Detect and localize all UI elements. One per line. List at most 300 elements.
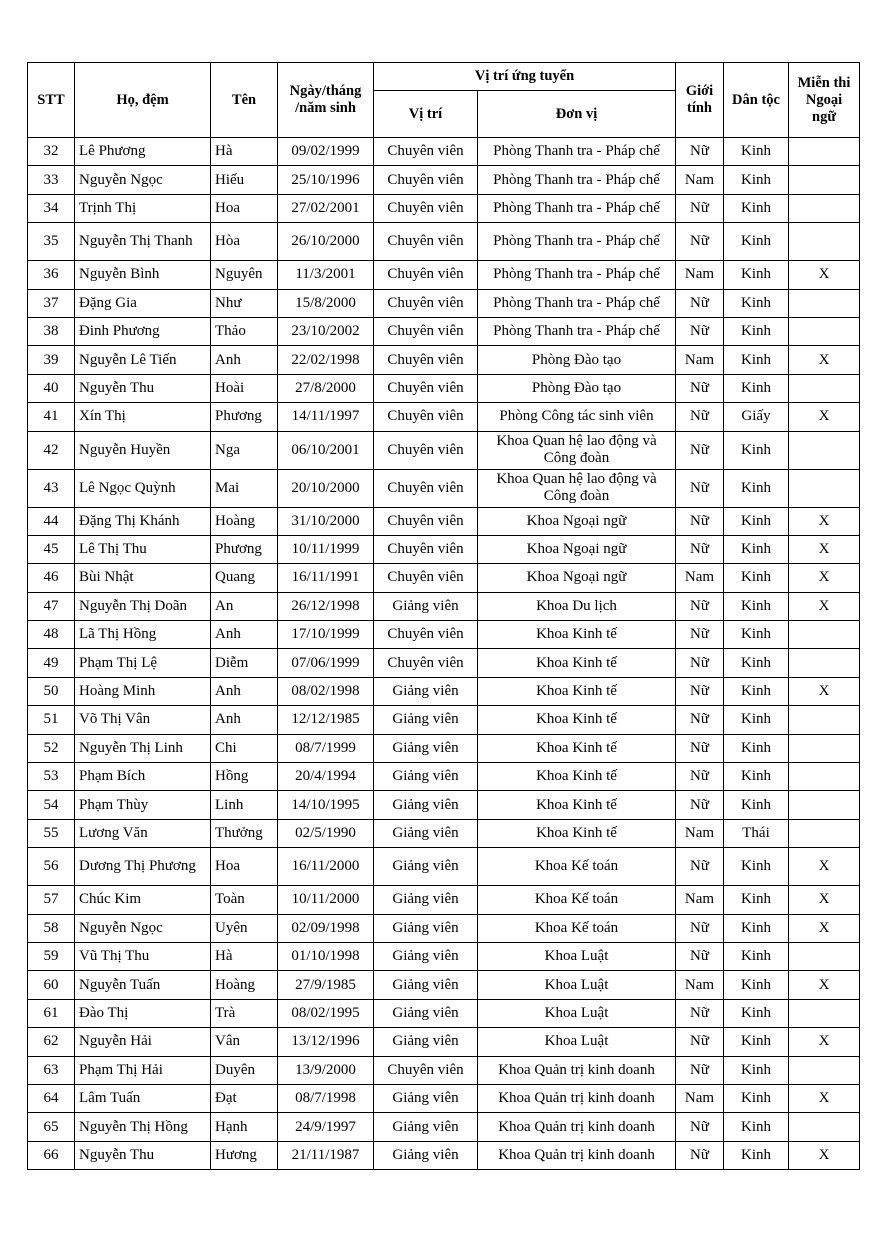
table-row	[28, 469, 860, 507]
cell-gioi-tinh: Nam	[676, 1084, 724, 1112]
cell-mien-thi: X	[789, 1141, 860, 1169]
cell-ho-dem: Đào Thị	[75, 999, 211, 1027]
cell-ngay-sinh: 13/12/1996	[278, 1028, 374, 1056]
cell-don-vi: Khoa Ngoại ngữ	[478, 564, 676, 592]
cell-ten: Uyên	[211, 914, 278, 942]
cell-ho-dem: Phạm Thị Lệ	[75, 649, 211, 677]
cell-gioi-tinh: Nữ	[676, 942, 724, 970]
cell-vi-tri: Chuyên viên	[374, 374, 478, 402]
cell-mien-thi: X	[789, 914, 860, 942]
cell-don-vi: Khoa Kế toán	[478, 914, 676, 942]
cell-ho-dem: Phạm Thị Hải	[75, 1056, 211, 1084]
cell-don-vi: Khoa Kinh tế	[478, 734, 676, 762]
cell-ho-dem: Nguyễn Thị Linh	[75, 734, 211, 762]
cell-mien-thi	[789, 819, 860, 847]
cell-vi-tri: Chuyên viên	[374, 194, 478, 222]
header-ngay-sinh: Ngày/tháng /năm sinh	[278, 63, 374, 138]
cell-dan-toc: Kinh	[724, 138, 789, 166]
cell-don-vi: Khoa Quản trị kinh doanh	[478, 1141, 676, 1169]
table-row	[28, 431, 860, 469]
cell-dan-toc: Thái	[724, 819, 789, 847]
cell-ngay-sinh: 13/9/2000	[278, 1056, 374, 1084]
table-row	[28, 346, 860, 374]
table-row	[28, 942, 860, 970]
cell-don-vi: Khoa Quan hệ lao động và Công đoàn	[478, 469, 676, 507]
cell-ho-dem: Nguyễn Ngọc	[75, 166, 211, 194]
cell-ngay-sinh: 20/10/2000	[278, 469, 374, 507]
cell-vi-tri: Chuyên viên	[374, 507, 478, 535]
cell-ho-dem: Phạm Thùy	[75, 791, 211, 819]
cell-ngay-sinh: 27/02/2001	[278, 194, 374, 222]
cell-ngay-sinh: 08/02/1998	[278, 677, 374, 705]
cell-ngay-sinh: 10/11/1999	[278, 535, 374, 563]
cell-ho-dem: Lương Văn	[75, 819, 211, 847]
cell-ngay-sinh: 02/5/1990	[278, 819, 374, 847]
cell-ngay-sinh: 08/7/1998	[278, 1084, 374, 1112]
cell-vi-tri: Chuyên viên	[374, 564, 478, 592]
cell-dan-toc: Kinh	[724, 971, 789, 999]
cell-vi-tri: Giảng viên	[374, 763, 478, 791]
cell-gioi-tinh: Nữ	[676, 1056, 724, 1084]
cell-dan-toc: Kinh	[724, 469, 789, 507]
cell-dan-toc: Kinh	[724, 194, 789, 222]
table-row	[28, 1141, 860, 1169]
cell-ngay-sinh: 24/9/1997	[278, 1113, 374, 1141]
table-row	[28, 403, 860, 431]
cell-ten: Hòa	[211, 223, 278, 261]
cell-mien-thi	[789, 706, 860, 734]
cell-gioi-tinh: Nam	[676, 971, 724, 999]
table-row	[28, 1084, 860, 1112]
cell-stt: 60	[28, 971, 75, 999]
cell-dan-toc: Kinh	[724, 649, 789, 677]
cell-mien-thi	[789, 999, 860, 1027]
cell-stt: 35	[28, 223, 75, 261]
cell-gioi-tinh: Nữ	[676, 403, 724, 431]
cell-don-vi: Khoa Kinh tế	[478, 621, 676, 649]
cell-mien-thi	[789, 138, 860, 166]
table-row	[28, 261, 860, 289]
cell-gioi-tinh: Nữ	[676, 914, 724, 942]
table-row	[28, 1028, 860, 1056]
cell-stt: 39	[28, 346, 75, 374]
cell-don-vi: Phòng Thanh tra - Pháp chế	[478, 166, 676, 194]
header-dan-toc: Dân tộc	[724, 63, 789, 138]
cell-mien-thi: X	[789, 677, 860, 705]
cell-mien-thi: X	[789, 1028, 860, 1056]
cell-stt: 61	[28, 999, 75, 1027]
table-row	[28, 621, 860, 649]
header-ho-dem: Họ, đệm	[75, 63, 211, 138]
header-ten: Tên	[211, 63, 278, 138]
cell-vi-tri: Giảng viên	[374, 999, 478, 1027]
cell-stt: 49	[28, 649, 75, 677]
cell-ngay-sinh: 15/8/2000	[278, 289, 374, 317]
cell-dan-toc: Kinh	[724, 564, 789, 592]
cell-don-vi: Khoa Ngoại ngữ	[478, 535, 676, 563]
cell-ho-dem: Chúc Kim	[75, 886, 211, 914]
cell-ten: Hà	[211, 942, 278, 970]
cell-gioi-tinh: Nữ	[676, 848, 724, 886]
cell-ten: Nguyên	[211, 261, 278, 289]
cell-ten: Hoài	[211, 374, 278, 402]
header-vi-tri: Vị trí	[374, 91, 478, 138]
table-row	[28, 166, 860, 194]
cell-mien-thi: X	[789, 261, 860, 289]
cell-ten: Diễm	[211, 649, 278, 677]
cell-stt: 50	[28, 677, 75, 705]
cell-mien-thi	[789, 763, 860, 791]
cell-ngay-sinh: 16/11/1991	[278, 564, 374, 592]
cell-gioi-tinh: Nam	[676, 166, 724, 194]
cell-ten: Hà	[211, 138, 278, 166]
cell-vi-tri: Chuyên viên	[374, 431, 478, 469]
cell-ngay-sinh: 12/12/1985	[278, 706, 374, 734]
cell-gioi-tinh: Nữ	[676, 138, 724, 166]
cell-mien-thi: X	[789, 403, 860, 431]
cell-mien-thi: X	[789, 1084, 860, 1112]
cell-gioi-tinh: Nữ	[676, 194, 724, 222]
cell-don-vi: Phòng Thanh tra - Pháp chế	[478, 223, 676, 261]
cell-stt: 52	[28, 734, 75, 762]
cell-vi-tri: Giảng viên	[374, 1113, 478, 1141]
cell-gioi-tinh: Nam	[676, 564, 724, 592]
cell-stt: 64	[28, 1084, 75, 1112]
cell-stt: 42	[28, 431, 75, 469]
cell-ten: Phương	[211, 403, 278, 431]
cell-don-vi: Phòng Đào tạo	[478, 374, 676, 402]
cell-gioi-tinh: Nữ	[676, 1113, 724, 1141]
cell-dan-toc: Kinh	[724, 848, 789, 886]
cell-vi-tri: Giảng viên	[374, 886, 478, 914]
cell-stt: 46	[28, 564, 75, 592]
cell-don-vi: Khoa Luật	[478, 999, 676, 1027]
cell-stt: 66	[28, 1141, 75, 1169]
table-row	[28, 1056, 860, 1084]
cell-dan-toc: Kinh	[724, 507, 789, 535]
cell-ngay-sinh: 16/11/2000	[278, 848, 374, 886]
cell-mien-thi	[789, 734, 860, 762]
cell-ten: Hương	[211, 1141, 278, 1169]
candidate-table	[27, 62, 860, 1170]
cell-ten: Hạnh	[211, 1113, 278, 1141]
cell-mien-thi: X	[789, 507, 860, 535]
header-stt: STT	[28, 63, 75, 138]
table-row	[28, 1113, 860, 1141]
cell-ten: Linh	[211, 791, 278, 819]
cell-stt: 48	[28, 621, 75, 649]
cell-dan-toc: Kinh	[724, 791, 789, 819]
cell-dan-toc: Kinh	[724, 1028, 789, 1056]
cell-gioi-tinh: Nữ	[676, 999, 724, 1027]
cell-gioi-tinh: Nữ	[676, 763, 724, 791]
cell-ten: Hoàng	[211, 971, 278, 999]
cell-ten: Hoàng	[211, 507, 278, 535]
cell-gioi-tinh: Nữ	[676, 469, 724, 507]
cell-ngay-sinh: 01/10/1998	[278, 942, 374, 970]
cell-ten: Vân	[211, 1028, 278, 1056]
cell-gioi-tinh: Nữ	[676, 289, 724, 317]
cell-gioi-tinh: Nữ	[676, 223, 724, 261]
cell-ngay-sinh: 21/11/1987	[278, 1141, 374, 1169]
cell-ho-dem: Xín Thị	[75, 403, 211, 431]
cell-ho-dem: Lê Ngọc Quỳnh	[75, 469, 211, 507]
cell-stt: 43	[28, 469, 75, 507]
cell-dan-toc: Kinh	[724, 1113, 789, 1141]
header-gioi-tinh: Giới tính	[676, 63, 724, 138]
cell-mien-thi: X	[789, 971, 860, 999]
cell-ten: Hồng	[211, 763, 278, 791]
cell-don-vi: Khoa Kinh tế	[478, 791, 676, 819]
cell-ho-dem: Nguyễn Huyền	[75, 431, 211, 469]
cell-vi-tri: Giảng viên	[374, 971, 478, 999]
table-row	[28, 848, 860, 886]
cell-vi-tri: Giảng viên	[374, 734, 478, 762]
cell-vi-tri: Chuyên viên	[374, 223, 478, 261]
cell-mien-thi	[789, 1113, 860, 1141]
cell-gioi-tinh: Nữ	[676, 706, 724, 734]
cell-mien-thi	[789, 649, 860, 677]
cell-ten: Anh	[211, 621, 278, 649]
table-row	[28, 914, 860, 942]
cell-mien-thi: X	[789, 346, 860, 374]
cell-dan-toc: Giấy	[724, 403, 789, 431]
cell-don-vi: Khoa Kinh tế	[478, 819, 676, 847]
cell-don-vi: Phòng Thanh tra - Pháp chế	[478, 317, 676, 345]
cell-vi-tri: Giảng viên	[374, 942, 478, 970]
cell-don-vi: Khoa Kinh tế	[478, 649, 676, 677]
cell-mien-thi: X	[789, 535, 860, 563]
cell-dan-toc: Kinh	[724, 942, 789, 970]
cell-ho-dem: Trịnh Thị	[75, 194, 211, 222]
cell-don-vi: Khoa Quản trị kinh doanh	[478, 1056, 676, 1084]
cell-mien-thi: X	[789, 564, 860, 592]
cell-ho-dem: Lã Thị Hồng	[75, 621, 211, 649]
table-header	[28, 63, 860, 138]
cell-dan-toc: Kinh	[724, 431, 789, 469]
cell-ten: Hiếu	[211, 166, 278, 194]
cell-vi-tri: Giảng viên	[374, 819, 478, 847]
cell-ten: Hoa	[211, 848, 278, 886]
cell-mien-thi	[789, 1056, 860, 1084]
cell-vi-tri: Giảng viên	[374, 1028, 478, 1056]
cell-vi-tri: Chuyên viên	[374, 649, 478, 677]
cell-ten: Đạt	[211, 1084, 278, 1112]
cell-ten: Thảo	[211, 317, 278, 345]
cell-mien-thi	[789, 621, 860, 649]
cell-stt: 41	[28, 403, 75, 431]
cell-don-vi: Khoa Luật	[478, 1028, 676, 1056]
table-row	[28, 763, 860, 791]
cell-ho-dem: Phạm Bích	[75, 763, 211, 791]
cell-dan-toc: Kinh	[724, 1056, 789, 1084]
cell-mien-thi	[789, 942, 860, 970]
cell-ho-dem: Nguyễn Thị Hồng	[75, 1113, 211, 1141]
cell-ho-dem: Nguyễn Tuấn	[75, 971, 211, 999]
cell-ho-dem: Nguyễn Hải	[75, 1028, 211, 1056]
table-row	[28, 886, 860, 914]
cell-mien-thi	[789, 194, 860, 222]
cell-stt: 51	[28, 706, 75, 734]
cell-don-vi: Khoa Quản trị kinh doanh	[478, 1113, 676, 1141]
cell-gioi-tinh: Nữ	[676, 592, 724, 620]
cell-mien-thi	[789, 469, 860, 507]
cell-ngay-sinh: 27/9/1985	[278, 971, 374, 999]
cell-ngay-sinh: 20/4/1994	[278, 763, 374, 791]
table-row	[28, 317, 860, 345]
cell-dan-toc: Kinh	[724, 886, 789, 914]
cell-gioi-tinh: Nữ	[676, 1028, 724, 1056]
cell-ho-dem: Lê Phương	[75, 138, 211, 166]
cell-dan-toc: Kinh	[724, 763, 789, 791]
cell-stt: 33	[28, 166, 75, 194]
cell-gioi-tinh: Nữ	[676, 317, 724, 345]
cell-ngay-sinh: 14/10/1995	[278, 791, 374, 819]
table-row	[28, 507, 860, 535]
table-row	[28, 791, 860, 819]
table-row	[28, 734, 860, 762]
cell-ho-dem: Hoàng Minh	[75, 677, 211, 705]
cell-stt: 56	[28, 848, 75, 886]
cell-don-vi: Khoa Kinh tế	[478, 706, 676, 734]
cell-ho-dem: Nguyễn Bình	[75, 261, 211, 289]
table-row	[28, 649, 860, 677]
cell-ten: Anh	[211, 706, 278, 734]
cell-don-vi: Khoa Luật	[478, 971, 676, 999]
cell-stt: 32	[28, 138, 75, 166]
cell-don-vi: Phòng Công tác sinh viên	[478, 403, 676, 431]
cell-ho-dem: Nguyễn Thu	[75, 374, 211, 402]
cell-dan-toc: Kinh	[724, 261, 789, 289]
cell-vi-tri: Chuyên viên	[374, 138, 478, 166]
cell-mien-thi	[789, 431, 860, 469]
cell-ho-dem: Đặng Gia	[75, 289, 211, 317]
cell-don-vi: Khoa Ngoại ngữ	[478, 507, 676, 535]
cell-vi-tri: Giảng viên	[374, 848, 478, 886]
cell-stt: 53	[28, 763, 75, 791]
cell-vi-tri: Giảng viên	[374, 914, 478, 942]
cell-stt: 59	[28, 942, 75, 970]
table-row	[28, 999, 860, 1027]
cell-don-vi: Phòng Đào tạo	[478, 346, 676, 374]
cell-stt: 40	[28, 374, 75, 402]
cell-dan-toc: Kinh	[724, 1141, 789, 1169]
cell-vi-tri: Chuyên viên	[374, 621, 478, 649]
cell-mien-thi	[789, 791, 860, 819]
cell-gioi-tinh: Nữ	[676, 1141, 724, 1169]
cell-don-vi: Khoa Luật	[478, 942, 676, 970]
cell-mien-thi	[789, 166, 860, 194]
cell-don-vi: Khoa Du lịch	[478, 592, 676, 620]
cell-don-vi: Phòng Thanh tra - Pháp chế	[478, 138, 676, 166]
cell-gioi-tinh: Nam	[676, 261, 724, 289]
cell-ten: Thưởng	[211, 819, 278, 847]
cell-ten: Quang	[211, 564, 278, 592]
cell-gioi-tinh: Nữ	[676, 535, 724, 563]
cell-ho-dem: Nguyễn Thị Doãn	[75, 592, 211, 620]
cell-vi-tri: Giảng viên	[374, 1084, 478, 1112]
cell-gioi-tinh: Nữ	[676, 621, 724, 649]
cell-stt: 63	[28, 1056, 75, 1084]
cell-mien-thi: X	[789, 848, 860, 886]
cell-gioi-tinh: Nữ	[676, 507, 724, 535]
table-row	[28, 706, 860, 734]
cell-dan-toc: Kinh	[724, 677, 789, 705]
cell-ho-dem: Đinh Phương	[75, 317, 211, 345]
table-row	[28, 819, 860, 847]
cell-ten: Nga	[211, 431, 278, 469]
cell-ngay-sinh: 27/8/2000	[278, 374, 374, 402]
table-row	[28, 564, 860, 592]
cell-stt: 65	[28, 1113, 75, 1141]
cell-ten: Hoa	[211, 194, 278, 222]
cell-vi-tri: Chuyên viên	[374, 261, 478, 289]
cell-gioi-tinh: Nam	[676, 819, 724, 847]
cell-ngay-sinh: 14/11/1997	[278, 403, 374, 431]
cell-mien-thi	[789, 374, 860, 402]
cell-ngay-sinh: 08/7/1999	[278, 734, 374, 762]
cell-stt: 36	[28, 261, 75, 289]
cell-ho-dem: Nguyễn Thu	[75, 1141, 211, 1169]
cell-don-vi: Khoa Kinh tế	[478, 677, 676, 705]
cell-vi-tri: Chuyên viên	[374, 535, 478, 563]
cell-ho-dem: Vũ Thị Thu	[75, 942, 211, 970]
cell-ngay-sinh: 02/09/1998	[278, 914, 374, 942]
table-row	[28, 289, 860, 317]
cell-vi-tri: Chuyên viên	[374, 166, 478, 194]
cell-don-vi: Khoa Kinh tế	[478, 763, 676, 791]
table-row	[28, 194, 860, 222]
cell-ho-dem: Nguyễn Lê Tiến	[75, 346, 211, 374]
table-row	[28, 223, 860, 261]
cell-gioi-tinh: Nữ	[676, 374, 724, 402]
cell-dan-toc: Kinh	[724, 592, 789, 620]
cell-stt: 45	[28, 535, 75, 563]
cell-ten: Anh	[211, 677, 278, 705]
cell-ngay-sinh: 11/3/2001	[278, 261, 374, 289]
cell-vi-tri: Giảng viên	[374, 592, 478, 620]
cell-ngay-sinh: 10/11/2000	[278, 886, 374, 914]
cell-don-vi: Khoa Kế toán	[478, 886, 676, 914]
cell-ten: Như	[211, 289, 278, 317]
cell-ten: An	[211, 592, 278, 620]
cell-stt: 54	[28, 791, 75, 819]
cell-ngay-sinh: 06/10/2001	[278, 431, 374, 469]
cell-stt: 57	[28, 886, 75, 914]
cell-ten: Toàn	[211, 886, 278, 914]
cell-mien-thi	[789, 223, 860, 261]
cell-ho-dem: Võ Thị Vân	[75, 706, 211, 734]
table-body	[28, 138, 860, 1170]
cell-mien-thi	[789, 289, 860, 317]
cell-dan-toc: Kinh	[724, 374, 789, 402]
cell-ngay-sinh: 22/02/1998	[278, 346, 374, 374]
cell-ho-dem: Nguyễn Ngọc	[75, 914, 211, 942]
cell-vi-tri: Chuyên viên	[374, 289, 478, 317]
cell-dan-toc: Kinh	[724, 346, 789, 374]
table-row	[28, 535, 860, 563]
cell-ho-dem: Dương Thị Phương	[75, 848, 211, 886]
cell-stt: 44	[28, 507, 75, 535]
header-vi-tri-ung-tuyen: Vị trí ứng tuyển	[374, 63, 676, 91]
cell-dan-toc: Kinh	[724, 734, 789, 762]
cell-ho-dem: Lâm Tuấn	[75, 1084, 211, 1112]
cell-dan-toc: Kinh	[724, 706, 789, 734]
cell-gioi-tinh: Nam	[676, 346, 724, 374]
cell-stt: 47	[28, 592, 75, 620]
cell-don-vi: Khoa Quản trị kinh doanh	[478, 1084, 676, 1112]
cell-ngay-sinh: 08/02/1995	[278, 999, 374, 1027]
